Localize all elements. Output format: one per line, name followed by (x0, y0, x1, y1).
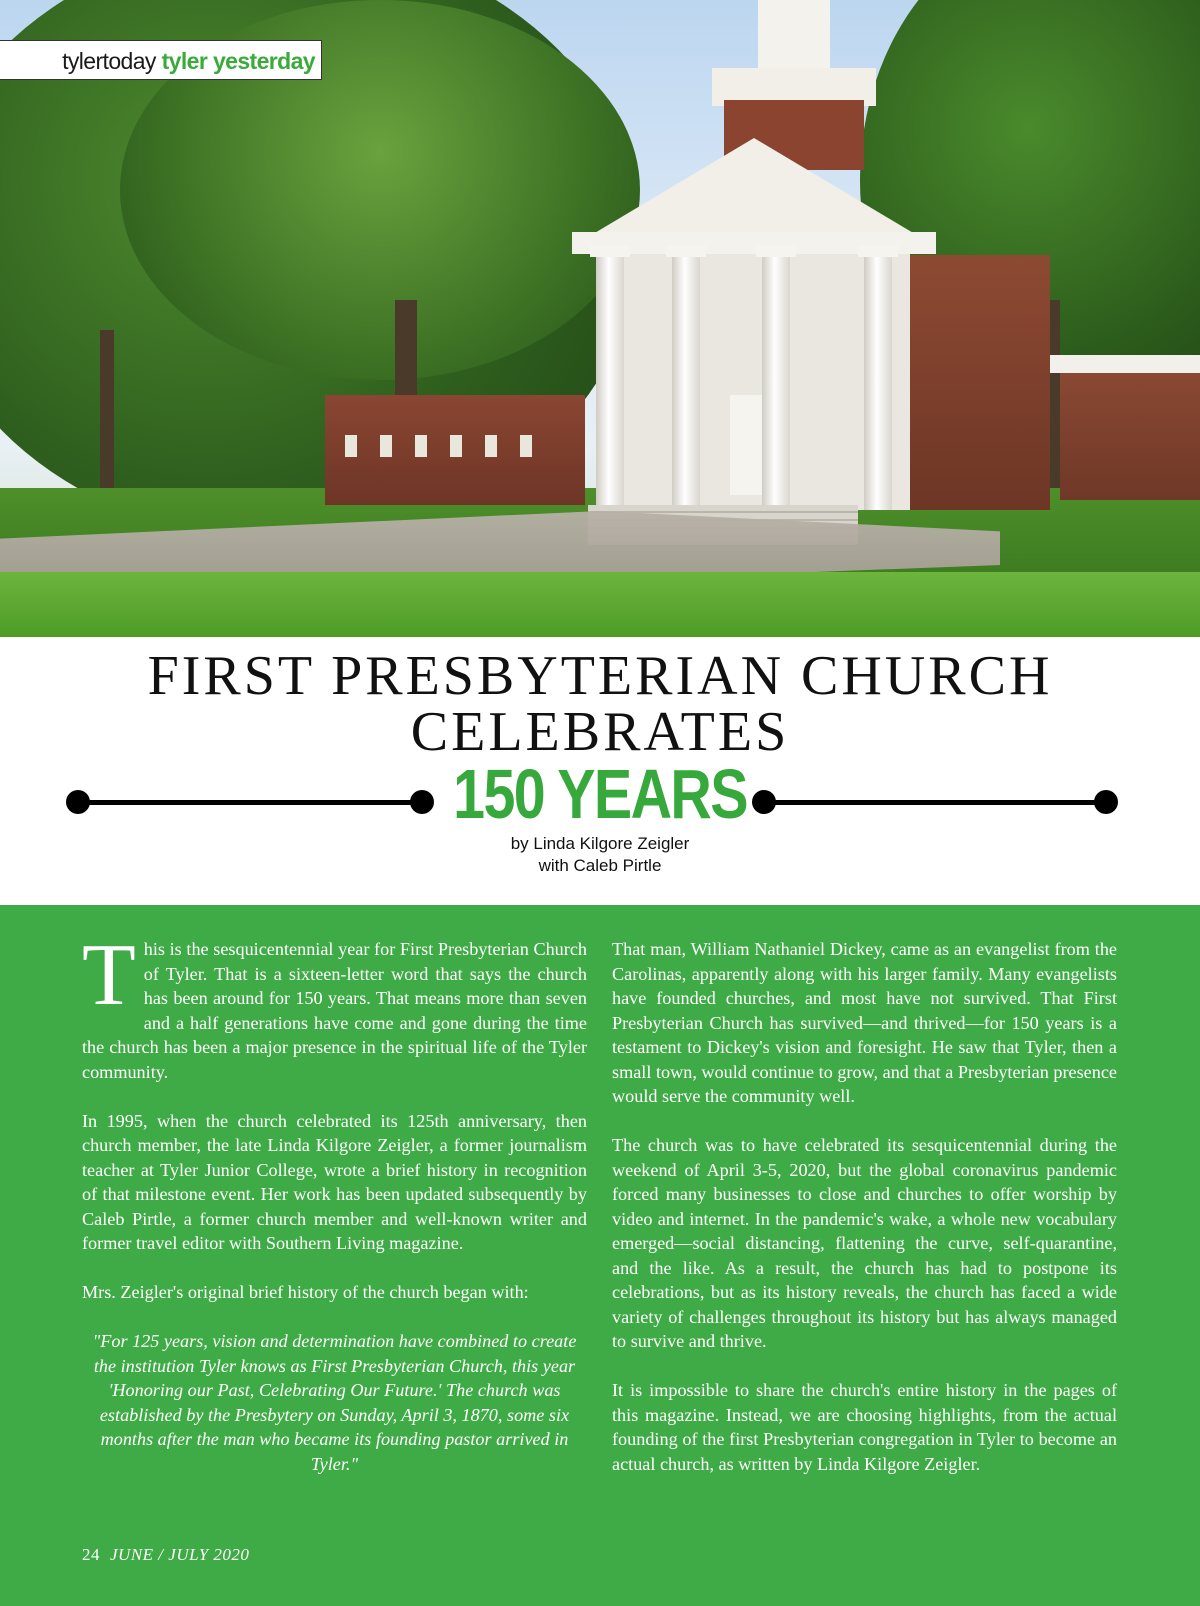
front-lawn (0, 572, 1200, 637)
church-column (864, 255, 892, 510)
headline-line-1: FIRST PRESBYTERIAN CHURCH (147, 645, 1053, 707)
church-spire (758, 0, 830, 70)
church-column (672, 255, 700, 510)
page-folio (82, 1545, 249, 1565)
church-column (762, 255, 790, 510)
article-paragraph: In 1995, when the church celebrated its 125th anniversary, then church member, the late Linda Kilgore Zeigler, a former journalism teacher at Tyler Junior College, wrote a brief history in recognition of that milestone event. Her work has been updated subsequently by Caleb Pirtle, a former church member and well-known writer and former travel editor with Southern Living magazine. (82, 1110, 587, 1253)
section-tag-section: tyler yesterday (161, 48, 315, 74)
page-number: 24 (82, 1545, 100, 1564)
porch-roof (1050, 355, 1200, 373)
headline-line-2: CELEBRATES (410, 701, 790, 763)
byline-contributor: with Caleb Pirtle (538, 856, 662, 875)
article-paragraph: Mrs. Zeigler's original brief history of the church began with: (82, 1282, 529, 1302)
section-tag (0, 40, 322, 80)
article-paragraph: The church was to have celebrated its sesquicentennial during the weekend of April 3-5, 2020, but the global coronavirus pandemic forced many businesses to close and churches to offer worship by video and internet. In the pandemic's wake, a whole new vocabulary emerged—social distancing, flattening the curve, self-quarantine, and the like. As a result, the church has had to postpone its celebrations, but as its history reveals, the church has faced a wide variety of challenges throughout its history but has always managed to survive and thrive. (612, 1135, 1117, 1351)
headline (0, 645, 1200, 763)
byline-author: by Linda Kilgore Zeigler (510, 834, 690, 853)
tree-trunk (100, 330, 114, 500)
section-tag-brand: tylertoday (62, 48, 156, 74)
article-paragraph: It is impossible to share the church's entire history in the pages of this magazine. Instead, we are choosing highlights, from the actual founding of the first Presbyterian congregation in Tyler to become an actual church, as written by Linda Kilgore Zeigler. (612, 1380, 1117, 1474)
brick-building-right (1060, 360, 1200, 500)
drop-cap: T (82, 927, 136, 1024)
article-body (0, 905, 1200, 1606)
brick-building-left (325, 395, 585, 505)
pull-quote: "For 125 years, vision and determination have combined to create the institution Tyler knows as First Presbyterian Church, this year 'Honoring our Past, Celebrating Our Future.' The church was established by the Presbytery on Sunday, April 3, 1870, some six months after the man who became its founding pastor arrived in Tyler." (92, 1331, 577, 1474)
article-column-left (82, 927, 587, 1501)
byline (0, 833, 1200, 877)
headline-highlight-row (0, 755, 1200, 833)
hero-photo (0, 0, 1200, 637)
issue-date: JUNE / JULY 2020 (110, 1545, 250, 1564)
article-paragraph: That man, William Nathaniel Dickey, came as an evangelist from the Carolinas, apparently along with his larger family. Many evangelists have founded churches, and most have not survived. That First Presbyterian Church has survived—and thrived—for 150 years is a testament to Dickey's vision and foresight. He saw that Tyler, then a small town, would continue to grow, and that a Presbyterian presence would serve the community well. (612, 939, 1117, 1106)
headline-highlight: 150 YEARS (453, 755, 747, 833)
article-column-right (612, 937, 1117, 1501)
church-column (596, 255, 624, 510)
article-paragraph: This is the sesquicentennial year for First Presbyterian Church of Tyler. That is a sixteen-letter word that says the church has been around for 150 years. That means more than seven and a half generations have come and gone during the time the church has been a major presence in the spiritual life of the Tyler community. (82, 927, 587, 1082)
